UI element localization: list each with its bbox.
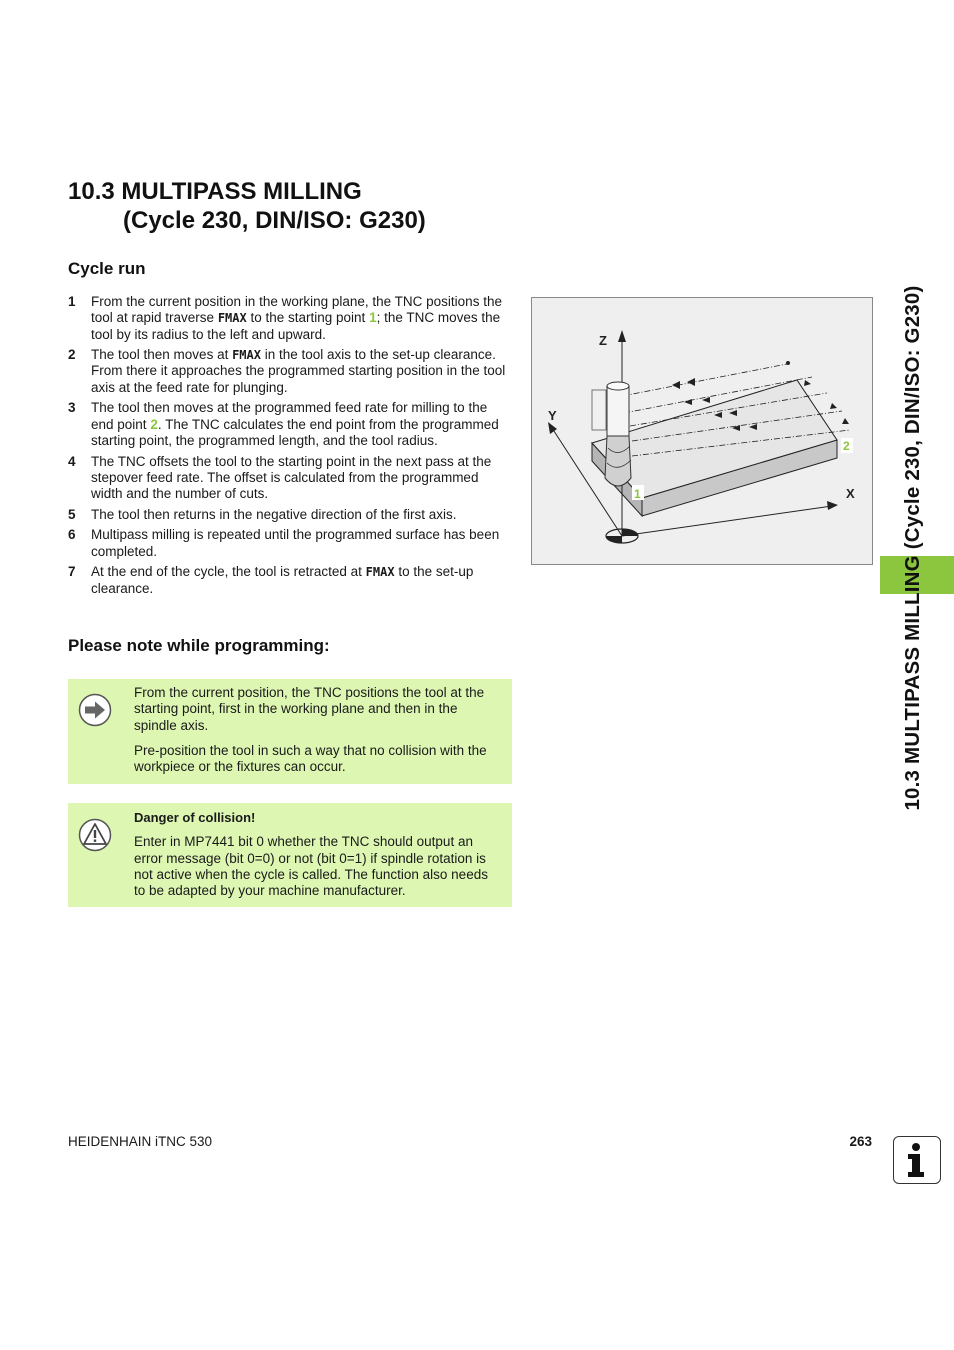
point-reference: 2 [150, 416, 158, 432]
step-number: 5 [68, 506, 76, 522]
step-text: At the end of the cycle, the tool is retracted at [91, 564, 366, 580]
arrow-right-icon [78, 693, 112, 727]
x-axis-arrow [827, 501, 838, 510]
multipass-milling-figure [531, 297, 873, 565]
footer-product: HEIDENHAIN iTNC 530 [68, 1134, 213, 1149]
step-text: to the starting point [246, 310, 370, 326]
step-number: 2 [68, 347, 76, 363]
warning-triangle-icon [78, 818, 112, 852]
step-text: to the set-up clearance. [91, 564, 474, 596]
point-label-2: 2 [843, 439, 850, 453]
note-box-info [68, 679, 512, 784]
cycle-run-steps [68, 294, 512, 601]
step-text: The tool then returns in the negative direction of the first axis. [91, 506, 457, 522]
note-text: Pre-position the tool in such a way that no collision with the workpiece or the fixtures can occur. [134, 742, 487, 775]
page-number: 263 [849, 1134, 872, 1149]
milling-diagram [532, 298, 872, 564]
y-axis-arrow [548, 422, 557, 434]
point-reference: 1 [369, 310, 377, 326]
step-text: The tool then moves at [91, 347, 233, 363]
list-item [68, 507, 512, 523]
code-keyword: FMAX [217, 311, 247, 326]
milling-tool [592, 382, 631, 486]
list-item [68, 347, 512, 396]
side-chapter-title: 10.3 MULTIPASS MILLING (Cycle 230, DIN/ISO: G230) [901, 285, 924, 811]
axis-label-x: X [846, 486, 855, 501]
page-title-line1: 10.3 MULTIPASS MILLING [68, 178, 362, 205]
axis-label-y: Y [548, 408, 557, 423]
step-text: The tool then moves at the programmed feed rate for milling to the end point [91, 400, 488, 432]
point-label-1: 1 [634, 487, 641, 501]
axis-label-z: Z [599, 333, 607, 348]
step-number: 7 [68, 564, 76, 580]
section-heading-programming: Please note while programming: [68, 636, 330, 655]
step-text: in the tool axis to the set-up clearance. From there it approaches the programmed starting position in the tool axis at the feed rate for plunging. [91, 347, 506, 395]
list-item [68, 454, 512, 503]
list-item [68, 527, 512, 560]
list-item [68, 564, 512, 597]
note-box-warning [68, 803, 512, 907]
note-title: Danger of collision! [134, 810, 256, 825]
info-icon [893, 1136, 941, 1184]
step-text: Multipass milling is repeated until the programmed surface has been completed. [91, 527, 500, 559]
step-text: . The TNC calculates the end point from the programmed starting point, the programmed length, and the tool radius. [91, 416, 499, 448]
code-keyword: FMAX [365, 565, 395, 580]
page-title-line2: (Cycle 230, DIN/ISO: G230) [123, 207, 426, 234]
step-number: 4 [68, 453, 76, 469]
list-item [68, 400, 512, 449]
step-text: ; the TNC moves the tool by its radius to the left and upward. [91, 310, 501, 342]
z-axis-arrow [618, 330, 626, 342]
page-title [68, 177, 426, 235]
step-number: 3 [68, 400, 76, 416]
origin-symbol-fill [622, 529, 638, 536]
step-number: 6 [68, 527, 76, 543]
step-text: From the current position in the working plane, the TNC positions the tool at rapid traverse [91, 294, 502, 326]
code-keyword: FMAX [232, 348, 261, 363]
list-item [68, 294, 512, 343]
section-heading-cycle-run: Cycle run [68, 259, 146, 278]
note-text: Enter in MP7441 bit 0 whether the TNC should output an error message (bit 0=0) or not (bit 0=1) if spindle rotation is not active when the cycle is called. The function also needs to be adapted by your machine manufacturer. [134, 834, 488, 899]
step-text: The TNC offsets the tool to the starting point in the next pass at the stepover feed rate. The offset is calculated from the programmed width and the number of cuts. [91, 453, 492, 502]
note-text: From the current position, the TNC positions the tool at the starting point, first in the working plane and then in the spindle axis. [134, 685, 485, 733]
step-number: 1 [68, 294, 76, 309]
